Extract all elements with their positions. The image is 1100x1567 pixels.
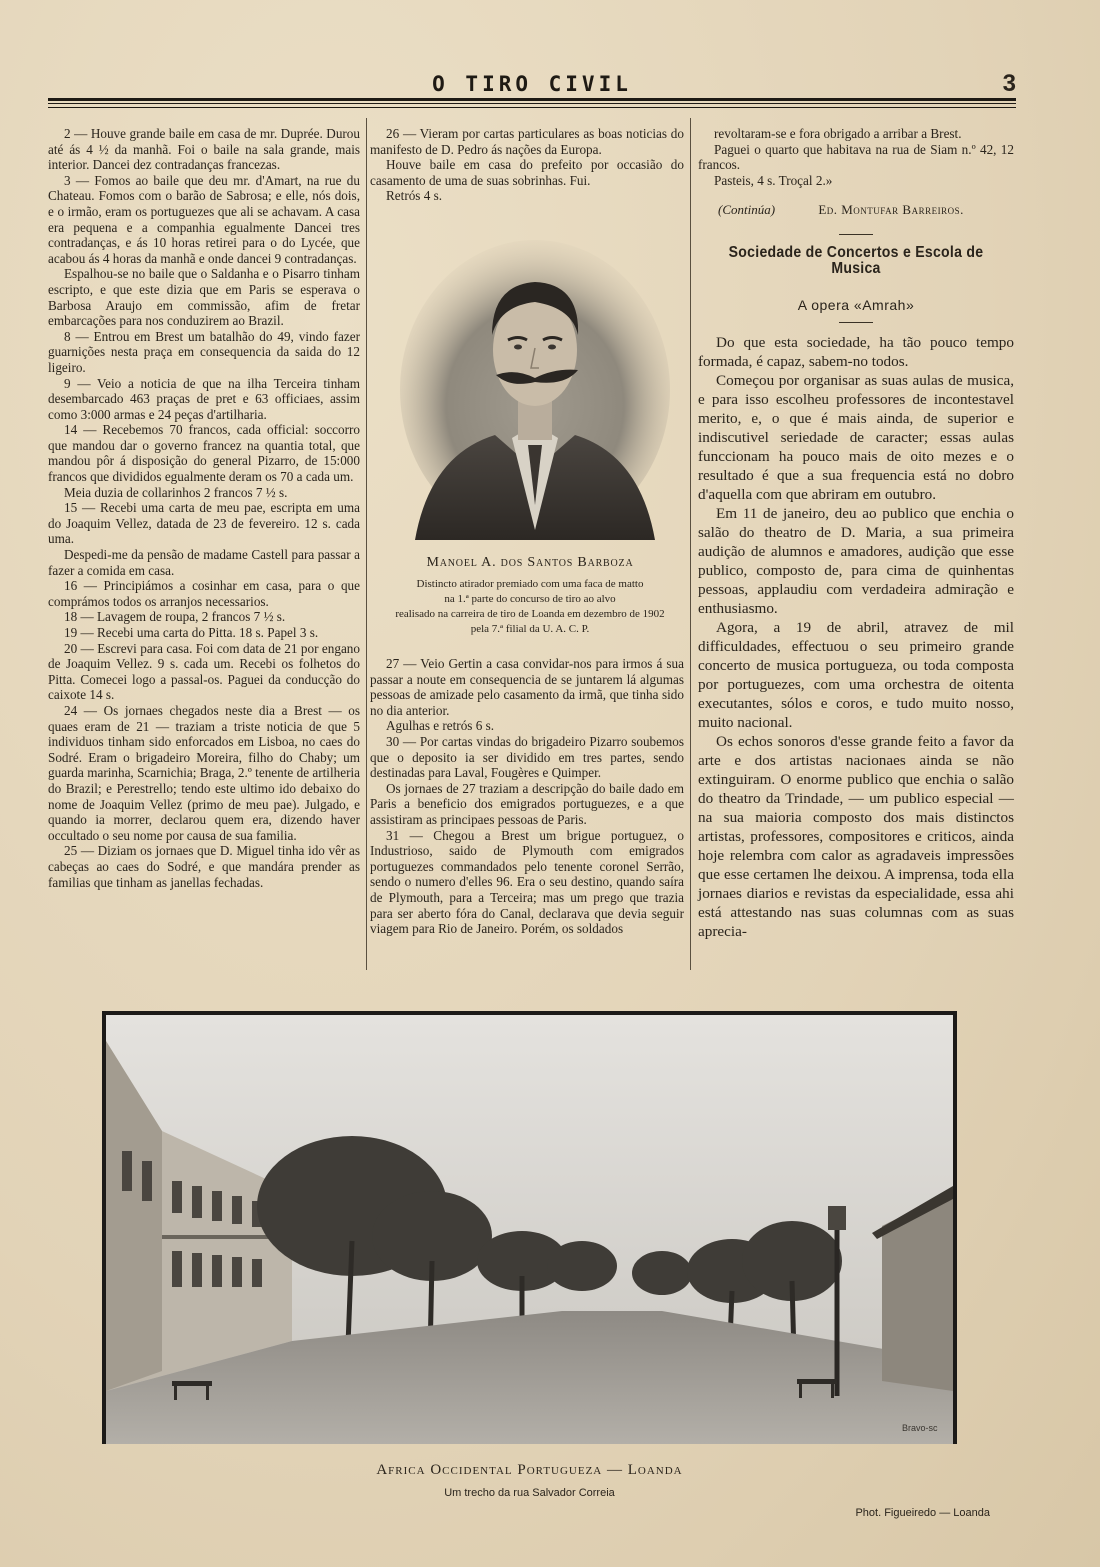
concert-article-paragraph: Em 11 de janeiro, deu ao publico que enchia o salão do theatro de D. Maria, a sua primeira audição de alumnos e amadores, audição que esse publico, composto de, para cima de quinhentas pessoas, applaudiu com verdadeira admiração e enthusiasmo. [698,504,1014,617]
column-3 [698,126,1014,941]
column-1-paragraph: Meia duzia de collarinhos 2 francos 7 ½ s. [64,484,288,500]
column-2-top-paragraph: 26 — Vieram por cartas particulares as boas noticias do manifesto de D. Pedro ás nações da Europa. [370,126,684,157]
column-2-bottom-paragraph: Os jornaes de 27 traziam a descripção do baile dado em Paris a beneficio dos emigrados portuguezes, e a que assistiram as principaes pessoas de Paris. [370,780,684,827]
column-1-paragraph: 20 — Escrevi para casa. Foi com data de 21 por engano de Joaquim Vellez. 9 s. cada um. Recebi os folhetos do Pitta. Comecei logo a passal-os. Paguei da conducção do caixote 14 s. [48,640,360,703]
column-3-top-paragraph: Paguei o quarto que habitava na rua de Siam n.º 42, 12 francos. [698,141,1014,173]
portrait-caption-line-4: pela 7.ª filial da U. A. C. P. [470,623,590,635]
engraver-mark: Bravo-sc [902,1423,938,1433]
column-1-paragraph: Espalhou-se no baile que o Saldanha e o Pisarro tinham escripto, e que este dizia que em Paris se esperava o Barbosa Araujo em commissão, afim de fretar embarcações para nos conduzirem ao Brazil. [48,266,360,329]
article-author: Ed. Montufar Barreiros. [818,202,964,218]
subtitle-divider [839,322,873,323]
column-2-bottom-paragraph: Agulhas e retrós 6 s. [386,718,495,734]
column-1-paragraph: 15 — Recebi uma carta de meu pae, escripta em uma do Joaquim Vellez, datada de 23 de fevereiro. 12 s. cada uma. [48,500,360,547]
column-2-bottom-paragraph: 31 — Chegou a Brest um brigue portuguez, o Industrioso, saido de Plymouth com emigrados portuguezes commandados pelo tenente coronel Serrão, sendo o numero d'elles 96. Era o seu destino, quando saíra de Plymouth, para a Terceira; mas um prego que trazia para ser aberto fóra do Canal, declarava que devia seguir viagem para Rio de Janeiro. Porém, os soldados [370,827,684,937]
column-2-bottom-paragraph: 27 — Veio Gertin a casa convidar-nos para irmos á sua passar a noute em consequencia de se juntarem lá algumas pessoas de amizade pelo casamento da irmã, que tinha sido no dia anterior. [370,656,684,718]
photo-subtitle: Um trecho da rua Salvador Correia [444,1487,615,1499]
masthead-rule-thin [48,103,1016,104]
article-subtitle: A opera «Amrah» [797,297,915,314]
column-1-paragraph: 2 — Houve grande baile em casa de mr. Duprée. Durou até ás 4 ½ da manhã. Foi o baile na sala grande, mais interior. Dancei dez contradanças francezas. [48,126,360,173]
column-1-paragraph: 18 — Lavagem de roupa, 2 francos 7 ½ s. [64,609,286,625]
column-2-top [370,126,684,204]
column-2-bottom [370,656,684,937]
column-1-paragraph: 8 — Entrou em Brest um batalhão do 49, vindo fazer guarnições nesta praça em consequencia da saida do 12 ligeiro. [48,328,360,375]
column-2-top-paragraph: Houve baile em casa do prefeito por occasião do casamento de uma de suas sobrinhas. Fui. [370,157,684,188]
column-2-bottom-paragraph: 30 — Por cartas vindas do brigadeiro Pizarro soubemos que o deposito ia ser dividido em tres partes, sendo destinadas para Laval, Fougères e Quimper. [370,733,684,781]
column-1 [48,126,360,890]
column-1-paragraph: 3 — Fomos ao baile que deu mr. d'Amart, na rue du Chateau. Fomos com o barão de Sabrosa; e elle, nós dois, e o irmão, eram os portuguezes que ali se achavam. A casa era pequena e a companhia egualmente Dancei tres contradanças, e ás 10 horas retirei para o do Lycée, que acabou ás 4 horas da manhã e onde dancei 9 contradanças. [48,172,360,266]
portrait-name: Manoel A. dos Santos Barboza [426,555,634,570]
portrait-caption-line-1: Distincto atirador premiado com uma faca de matto [416,578,644,590]
section-divider [839,234,873,235]
column-1-paragraph: 24 — Os jornaes chegados neste dia a Brest — os quaes eram de 21 — traziam a triste noticia de que 5 individuos tinham sido enforcados em Lisboa, no caes do Sodré. Eram o brigadeiro Moreira, filho do Chaby; um guarda marinha, Scarnichia; Braga, 2.º tenente de artilheria do Brazil; e Perestrello; tendo este ultimo ido debaixo do nome de Joaquim Vellez (primo de meu pae). Julgado, e quando ia morrer, declarou quem era, dizendo haver occultado o seu nome por causa de sua familia. [48,702,360,843]
column-1-paragraph: Despedi-me da pensão de madame Castell para passar a fazer a comida em casa. [48,547,360,578]
column-1-paragraph: 9 — Veio a noticia de que na ilha Terceira tinham desembarcado 463 praças de pret e 63 officiaes, assim como 3:000 armas e 24 peças d'artilharia. [48,375,360,422]
photo-title: Africa Occidental Portugueza — Loanda [376,1462,683,1478]
column-3-top-paragraph: Pasteis, 4 s. Troçal 2.» [714,172,833,188]
column-1-paragraph: 16 — Principiámos a cosinhar em casa, para o que comprámos todos os arranjos necessarios. [48,578,360,609]
masthead-rule-thin-2 [48,107,1016,108]
column-divider-1 [366,118,367,970]
masthead-rule-thick [48,98,1016,101]
portrait-engraving [400,240,670,540]
column-1-paragraph: 14 — Recebemos 70 francos, cada official: soccorro que mandou dar o governo francez na quantia total, que mandou pôr á disposição do general Pizarro, de 15:000 francos que divididos egualmente deram os 70 a cada um. [48,422,360,485]
column-2-top-paragraph: Retrós 4 s. [386,188,443,204]
column-3-top-paragraph: revoltaram-se e fora obrigado a arribar a Brest. [714,126,962,141]
continua-note: (Continúa) [718,202,776,218]
concert-article-paragraph: Começou por organisar as suas aulas de musica, e para isso escolheu professores de incontestavel merito, e, o que é mais ainda, de superior e indiscutivel seriedade de caracter; essas aulas funccionam ha pouco mais de oito mezes e o resultado é que a sua frequencia está no dobro d'aquella com que abriram em outubro. [698,371,1014,503]
concert-article-paragraph: Agora, a 19 de abril, atravez de mil difficuldades, effectuou o seu primeiro grande concerto de musica portugueza, ou toda composta por portuguezes, com uma orchestra de oitenta executantes, sólos e coros, e tudo muito nosso, muito nacional. [698,618,1014,731]
photo-credit: Phot. Figueiredo — Loanda [855,1507,990,1519]
portrait-caption-line-2: na 1.ª parte do concurso de tiro ao alvo [444,593,616,605]
column-1-paragraph: 19 — Recebi uma carta do Pitta. 18 s. Papel 3 s. [64,625,319,640]
column-1-paragraph: 25 — Diziam os jornaes que D. Miguel tinha ido vêr as cabeças ao caes do Sodré, e que mandára prender as familias que tinham as janellas fechadas. [48,843,360,890]
signature-row [698,202,1014,218]
section-title: Sociedade de Concertos e Escola de Musica [728,243,984,277]
concert-article-paragraph: Os echos sonoros d'esse grande feito a favor da arte e dos artistas nacionaes ainda se não extinguiram. O enorme publico que enchia o salão do theatro da Trindade, — um publico especial — na sua maioria composto dos mais distinctos artistas, professores, compositores e criticos, ainda hoje relembra com calor as agradaveis impressões que esse certamen lhe deixou. A imprensa, toda ella jornaes diarios e revistas da especialidade, essa ahi está attestando nas suas columnas com as suas aprecia- [698,732,1014,940]
portrait-caption-line-3: realisado na carreira de tiro de Loanda em dezembro de 1902 [395,608,665,620]
column-divider-2 [690,118,691,970]
page-number: 3 [1002,70,1016,97]
masthead [48,70,1016,110]
concert-article-paragraph: Do que esta sociedade, ha tão pouco tempo formada, é capaz, sabem-no todos. [698,333,1014,370]
newspaper-title: O TIRO CIVIL [432,72,632,96]
street-photograph [102,1011,957,1444]
